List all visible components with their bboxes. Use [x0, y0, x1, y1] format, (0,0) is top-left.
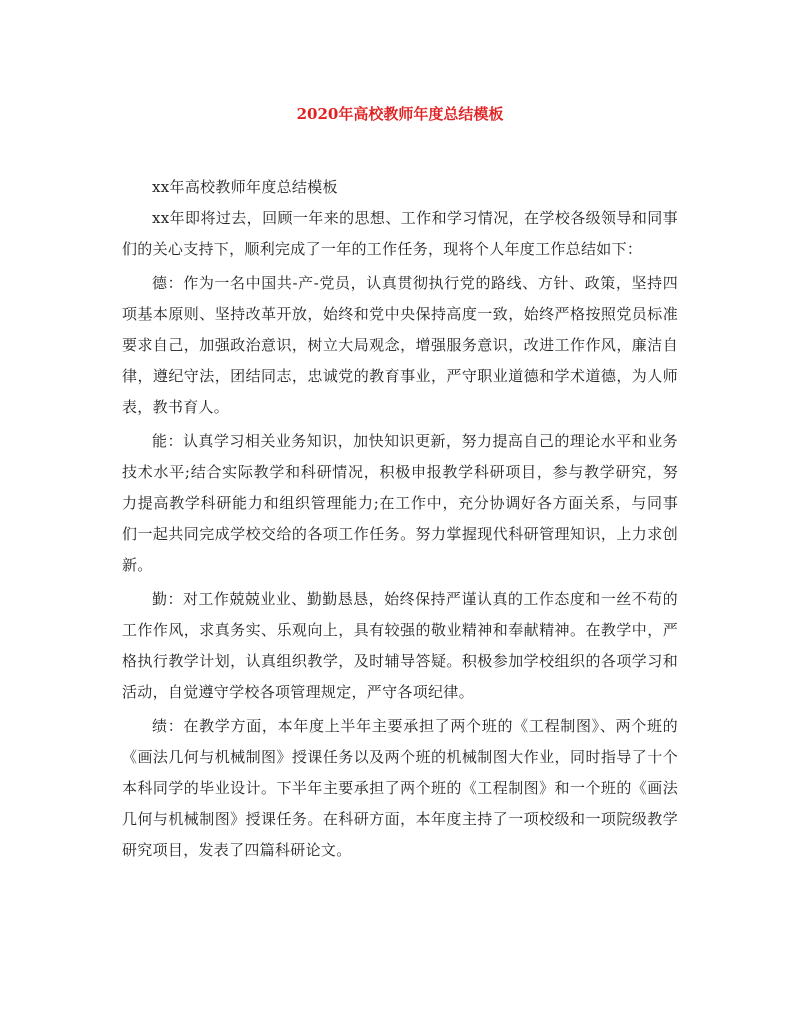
achievement-paragraph: 绩：在教学方面，本年度上半年主要承担了两个班的《工程制图》、两个班的《画法几何与机械制图》授课任务以及两个班的机械制图大作业，同时指导了十个本科同学的毕业设计。下半年主要承担了两个班的《工程制图》和一个班的《画法几何与机械制图》授课任务。在科研方面，本年度主持了一项校级和一项院级教学研究项目，发表了四篇科研论文。: [122, 717, 678, 859]
ability-paragraph: 能：认真学习相关业务知识，加快知识更新，努力提高自己的理论水平和业务技术水平;结合实际教学和科研情况，积极申报教学科研项目，参与教学研究，努力提高教学科研能力和组织管理能力;在工作中，充分协调好各方面关系，与同事们一起共同完成学校交给的各项工作任务。努力掌握现代科研管理知识，上力求创新。: [122, 432, 678, 574]
page-title: 2020年高校教师年度总结模板: [296, 105, 504, 123]
intro-paragraph: xx年即将过去，回顾一年来的思想、工作和学习情况，在学校各级领导和同事们的关心支持下，顺利完成了一年的工作任务，现将个人年度工作总结如下：: [122, 209, 678, 258]
diligence-paragraph: 勤：对工作兢兢业业、勤勤恳恳，始终保持严谨认真的工作态度和一丝不苟的工作作风，求真务实、乐观向上，具有较强的敬业精神和奉献精神。在教学中，严格执行教学计划，认真组织教学，及时辅导答疑。积极参加学校组织的各项学习和活动，自觉遵守学校各项管理规定，严守各项纪律。: [122, 590, 678, 701]
morality-paragraph: 德：作为一名中国共-产-党员，认真贯彻执行党的路线、方针、政策，坚持四项基本原则、坚持改革开放，始终和党中央保持高度一致，始终严格按照党员标准要求自己，加强政治意识，树立大局观念，增强服务意识，改进工作作风，廉洁自律，遵纪守法，团结同志，忠诚党的教育事业，严守职业道德和学术道德，为人师表，教书育人。: [122, 274, 678, 416]
document-body: [122, 172, 678, 869]
subtitle-paragraph: xx年高校教师年度总结模板: [152, 178, 338, 196]
